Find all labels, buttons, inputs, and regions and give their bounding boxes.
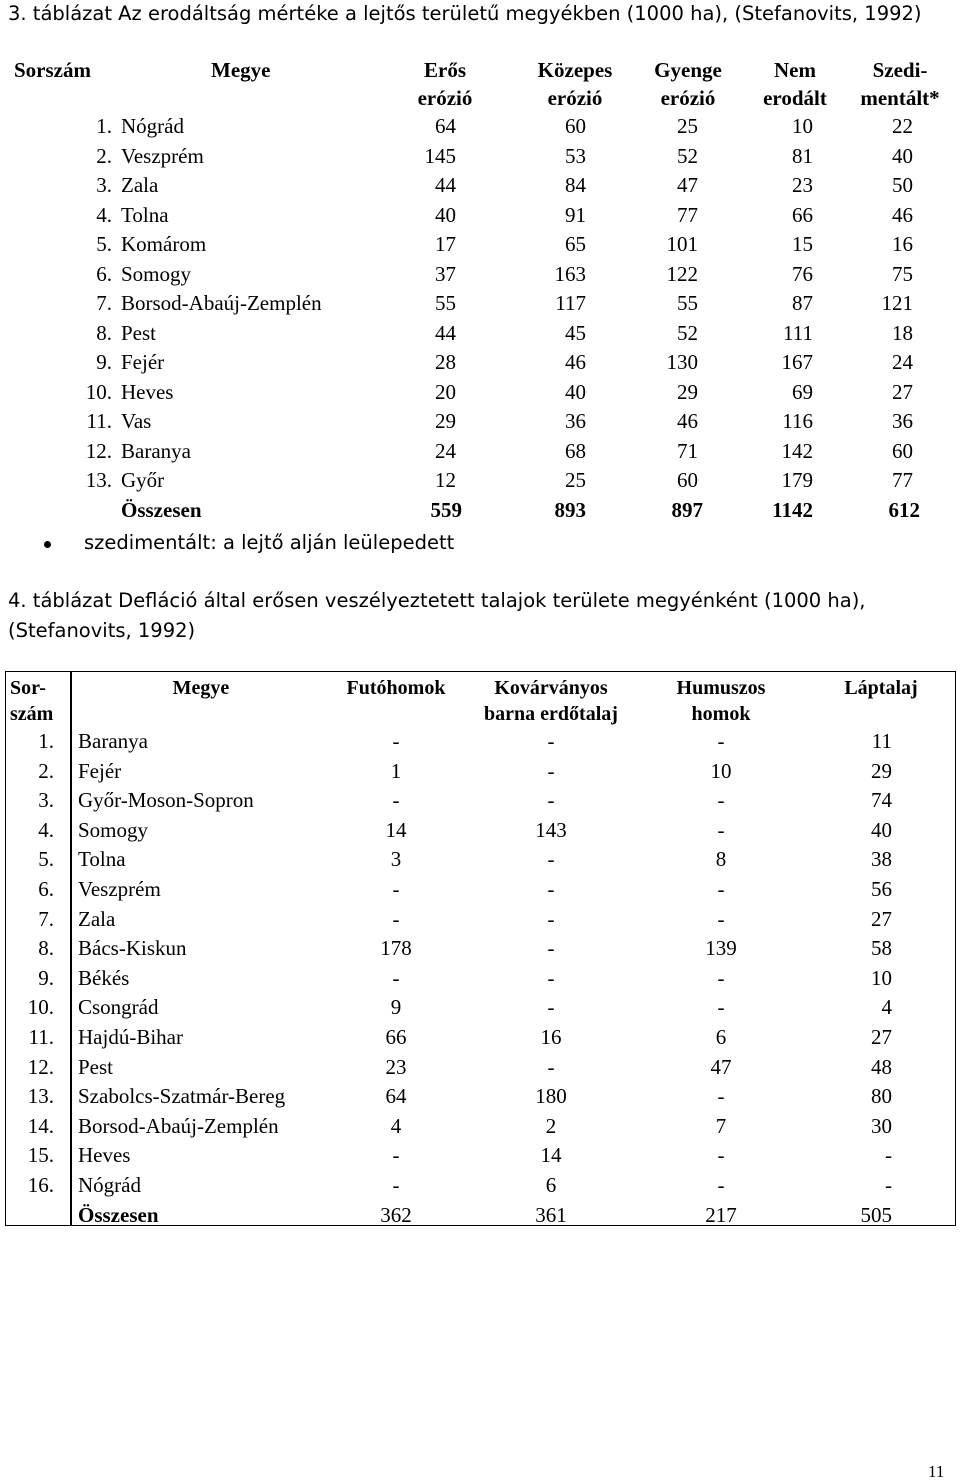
row-number: 13. xyxy=(85,468,112,492)
row-county: Tolna xyxy=(78,847,126,872)
row-none: 23 xyxy=(792,173,813,197)
row-number: 8. xyxy=(38,936,54,961)
table-row xyxy=(0,378,950,408)
table-row xyxy=(0,260,950,290)
total-kovarvanyos: 361 xyxy=(535,1202,567,1227)
row-county: Borsod-Abaúj-Zemplén xyxy=(78,1113,279,1138)
header-gyenge-2: erózió xyxy=(660,86,716,110)
row-humuszos: - xyxy=(717,1143,725,1168)
header-sor: Sor- xyxy=(10,677,46,699)
row-number: 4. xyxy=(96,202,112,227)
row-sediment: 24 xyxy=(892,350,913,374)
row-number: 11. xyxy=(86,409,112,433)
row-county: Heves xyxy=(121,379,174,404)
row-strong: 29 xyxy=(435,409,456,433)
table-row xyxy=(6,845,955,875)
row-number: 6. xyxy=(96,261,112,286)
row-sediment: 40 xyxy=(892,143,913,168)
row-weak: 29 xyxy=(677,379,698,404)
row-medium: 68 xyxy=(565,438,586,463)
row-county: Hajdú-Bihar xyxy=(78,1024,183,1049)
bullet-icon xyxy=(44,541,51,548)
row-number: 4. xyxy=(38,817,54,842)
table-row xyxy=(6,875,955,905)
row-county: Somogy xyxy=(78,817,149,842)
row-humuszos: - xyxy=(717,1084,725,1109)
row-humuszos: - xyxy=(717,965,725,990)
row-strong: 12 xyxy=(435,468,456,492)
table-row xyxy=(6,964,955,994)
row-humuszos: 7 xyxy=(715,1113,727,1138)
row-county: Győr xyxy=(121,468,165,492)
row-sediment: 121 xyxy=(881,291,913,315)
row-laptalaj: 11 xyxy=(871,729,892,753)
row-county: Pest xyxy=(78,1054,114,1079)
table-row xyxy=(0,289,950,319)
table4 xyxy=(5,671,956,1226)
row-humuszos: - xyxy=(717,729,725,753)
row-weak: 25 xyxy=(677,114,698,138)
row-none: 69 xyxy=(792,379,813,404)
row-humuszos: - xyxy=(717,995,725,1020)
row-laptalaj: 74 xyxy=(871,788,892,813)
table-row xyxy=(6,905,955,935)
row-kovarvanyos: 2 xyxy=(545,1113,557,1138)
row-number: 3. xyxy=(38,788,54,813)
row-kovarvanyos: - xyxy=(547,758,555,783)
row-weak: 130 xyxy=(666,350,698,374)
table-row xyxy=(0,437,950,467)
table3-caption: 3. táblázat Az erodáltság mértéke a lejtős területű megyékben (1000 ha), (Stefanovits, 1992) xyxy=(8,2,922,25)
row-county: Nógrád xyxy=(121,114,184,138)
total-strong: 559 xyxy=(430,497,462,522)
row-laptalaj: 56 xyxy=(871,876,892,901)
row-medium: 60 xyxy=(565,114,586,138)
row-weak: 71 xyxy=(677,438,698,463)
total-medium: 893 xyxy=(554,497,586,522)
table-row xyxy=(6,1023,955,1053)
row-sediment: 60 xyxy=(892,438,913,463)
header-kozepes-1: Közepes xyxy=(537,58,613,82)
row-laptalaj: 30 xyxy=(871,1113,892,1138)
row-sediment: 18 xyxy=(892,320,913,345)
table4-caption xyxy=(8,586,866,646)
row-laptalaj: 80 xyxy=(871,1084,892,1109)
row-weak: 46 xyxy=(677,409,698,433)
header-szam: szám xyxy=(10,703,54,725)
header-futohomok: Futóhomok xyxy=(346,677,446,699)
row-number: 12. xyxy=(27,1054,54,1079)
table-row xyxy=(6,1053,955,1083)
row-kovarvanyos: - xyxy=(547,788,555,813)
row-county: Baranya xyxy=(121,438,191,463)
header-megye: Megye xyxy=(172,677,230,699)
row-futohomok: 9 xyxy=(390,995,402,1020)
row-number: 2. xyxy=(96,143,112,168)
row-county: Fejér xyxy=(78,758,122,783)
table4-header xyxy=(6,672,955,728)
row-strong: 44 xyxy=(435,173,456,197)
row-number: 3. xyxy=(96,173,112,197)
row-none: 81 xyxy=(792,143,813,168)
row-kovarvanyos: - xyxy=(547,847,555,872)
row-laptalaj: 27 xyxy=(871,906,892,931)
row-number: 14. xyxy=(27,1113,54,1138)
table4-caption-line2: (Stefanovits, 1992) xyxy=(8,619,196,642)
row-weak: 47 xyxy=(677,173,698,197)
row-strong: 37 xyxy=(435,261,456,286)
row-county: Tolna xyxy=(121,202,169,227)
row-humuszos: - xyxy=(717,876,725,901)
row-sediment: 16 xyxy=(892,232,913,256)
row-humuszos: 6 xyxy=(715,1024,727,1049)
row-medium: 91 xyxy=(565,202,586,227)
row-number: 8. xyxy=(96,320,112,345)
row-number: 7. xyxy=(38,906,54,931)
row-number: 5. xyxy=(38,847,54,872)
row-weak: 52 xyxy=(677,320,698,345)
row-strong: 145 xyxy=(424,143,456,168)
row-medium: 46 xyxy=(565,350,586,374)
row-county: Szabolcs-Szatmár-Bereg xyxy=(78,1084,286,1109)
row-medium: 40 xyxy=(565,379,586,404)
row-laptalaj: - xyxy=(885,1172,892,1197)
row-none: 111 xyxy=(783,320,813,345)
table4-total-row xyxy=(6,1201,955,1231)
row-medium: 45 xyxy=(565,320,586,345)
table3-header xyxy=(0,53,950,112)
row-laptalaj: 58 xyxy=(871,936,892,961)
header-humuszos-1: Humuszos xyxy=(676,677,766,699)
row-number: 16. xyxy=(27,1172,54,1197)
row-kovarvanyos: - xyxy=(547,876,555,901)
row-laptalaj: 10 xyxy=(871,965,892,990)
header-laptalaj: Láptalaj xyxy=(844,677,918,699)
row-kovarvanyos: - xyxy=(547,729,555,753)
row-number: 1. xyxy=(38,729,54,753)
row-number: 9. xyxy=(96,350,112,374)
row-futohomok: 23 xyxy=(385,1054,407,1079)
table-row xyxy=(0,142,950,172)
row-humuszos: 10 xyxy=(710,758,732,783)
table-row xyxy=(6,1171,955,1201)
header-megye: Megye xyxy=(211,58,271,82)
total-laptalaj: 505 xyxy=(860,1202,892,1227)
header-szedimentalt-2: mentált* xyxy=(860,86,940,110)
row-none: 167 xyxy=(781,350,813,374)
row-county: Békés xyxy=(78,965,130,990)
row-strong: 64 xyxy=(435,114,456,138)
table-row xyxy=(6,1112,955,1142)
row-sediment: 50 xyxy=(892,173,913,197)
row-laptalaj: 40 xyxy=(871,817,892,842)
header-szedimentalt-1: Szedi- xyxy=(872,58,928,82)
row-medium: 25 xyxy=(565,468,586,492)
row-county: Vas xyxy=(121,409,152,433)
row-county: Veszprém xyxy=(121,143,204,168)
table-row xyxy=(0,466,950,496)
row-kovarvanyos: - xyxy=(547,995,555,1020)
row-number: 10. xyxy=(85,379,112,404)
row-kovarvanyos: 143 xyxy=(535,817,567,842)
table-row xyxy=(0,112,950,142)
header-gyenge-1: Gyenge xyxy=(654,58,722,82)
row-number: 10. xyxy=(27,995,54,1020)
row-laptalaj: 48 xyxy=(871,1054,892,1079)
row-medium: 36 xyxy=(565,409,586,433)
row-futohomok: 4 xyxy=(390,1113,402,1138)
row-county: Nógrád xyxy=(78,1172,141,1197)
row-county: Somogy xyxy=(121,261,192,286)
row-sediment: 36 xyxy=(892,409,913,433)
row-weak: 101 xyxy=(666,232,698,256)
table-row xyxy=(6,934,955,964)
row-humuszos: - xyxy=(717,906,725,931)
table-row xyxy=(6,757,955,787)
row-weak: 77 xyxy=(677,202,698,227)
total-sediment: 612 xyxy=(888,497,920,522)
row-county: Pest xyxy=(121,320,157,345)
row-number: 15. xyxy=(27,1143,54,1168)
table4-body xyxy=(6,727,955,1230)
row-kovarvanyos: - xyxy=(547,936,555,961)
table-row xyxy=(6,786,955,816)
row-futohomok: - xyxy=(392,876,400,901)
row-futohomok: 66 xyxy=(385,1024,407,1049)
row-county: Fejér xyxy=(121,350,165,374)
total-futohomok: 362 xyxy=(380,1202,412,1227)
row-none: 116 xyxy=(782,409,813,433)
row-county: Heves xyxy=(78,1143,131,1168)
row-sediment: 75 xyxy=(892,261,913,286)
row-strong: 44 xyxy=(435,320,456,345)
row-county: Zala xyxy=(121,173,159,197)
total-none: 1142 xyxy=(772,497,813,522)
row-kovarvanyos: - xyxy=(547,965,555,990)
table-row xyxy=(0,407,950,437)
row-laptalaj: 38 xyxy=(871,847,892,872)
table-row xyxy=(6,1082,955,1112)
row-futohomok: - xyxy=(392,1143,400,1168)
row-strong: 17 xyxy=(435,232,456,256)
row-number: 5. xyxy=(96,232,112,256)
table-row xyxy=(0,319,950,349)
row-humuszos: 8 xyxy=(715,847,727,872)
row-medium: 53 xyxy=(565,143,586,168)
row-number: 12. xyxy=(85,438,112,463)
row-futohomok: 3 xyxy=(390,847,402,872)
header-kovarvanyos-2: barna erdőtalaj xyxy=(484,703,618,725)
row-laptalaj: - xyxy=(885,1143,892,1168)
row-futohomok: - xyxy=(392,1172,400,1197)
row-futohomok: - xyxy=(392,906,400,931)
row-strong: 55 xyxy=(435,291,456,315)
row-humuszos: - xyxy=(717,1172,725,1197)
row-weak: 52 xyxy=(677,143,698,168)
header-sorszam: Sorszám xyxy=(14,58,91,82)
table-row xyxy=(6,1141,955,1171)
table3 xyxy=(0,53,950,525)
row-number: 7. xyxy=(96,291,112,315)
row-county: Csongrád xyxy=(78,995,159,1020)
row-humuszos: 139 xyxy=(705,936,737,961)
row-futohomok: - xyxy=(392,729,400,753)
row-futohomok: 1 xyxy=(390,758,402,783)
table4-caption-line1: 4. táblázat Defláció által erősen veszélyeztetett talajok területe megyénként (1000 ha), xyxy=(8,589,866,612)
row-kovarvanyos: 180 xyxy=(535,1084,567,1109)
row-kovarvanyos: 6 xyxy=(545,1172,557,1197)
row-sediment: 77 xyxy=(892,468,913,492)
row-kovarvanyos: - xyxy=(547,1054,555,1079)
row-sediment: 46 xyxy=(892,202,913,227)
table3-total-row xyxy=(0,496,950,526)
row-medium: 84 xyxy=(565,173,586,197)
row-number: 6. xyxy=(38,876,54,901)
row-county: Baranya xyxy=(78,729,148,753)
row-number: 1. xyxy=(96,114,112,138)
row-sediment: 27 xyxy=(892,379,913,404)
header-nem-erodalt-1: Nem xyxy=(774,58,816,82)
row-futohomok: 64 xyxy=(385,1084,407,1109)
table-row xyxy=(6,993,955,1023)
total-label: Összesen xyxy=(78,1202,159,1227)
table-row xyxy=(0,348,950,378)
row-kovarvanyos: - xyxy=(547,906,555,931)
row-medium: 65 xyxy=(565,232,586,256)
row-county: Komárom xyxy=(121,232,207,256)
table3-body xyxy=(0,112,950,496)
row-none: 76 xyxy=(792,261,813,286)
row-number: 9. xyxy=(38,965,54,990)
row-none: 15 xyxy=(792,232,813,256)
row-number: 13. xyxy=(27,1084,54,1109)
header-humuszos-2: homok xyxy=(691,703,751,725)
row-none: 142 xyxy=(781,438,813,463)
table-row xyxy=(0,230,950,260)
row-futohomok: 178 xyxy=(380,936,412,961)
row-strong: 40 xyxy=(435,202,456,227)
row-county: Zala xyxy=(78,906,116,931)
table-row xyxy=(6,727,955,757)
row-sediment: 22 xyxy=(892,114,913,138)
row-county: Borsod-Abaúj-Zemplén xyxy=(121,291,322,315)
row-number: 11. xyxy=(28,1024,54,1049)
row-kovarvanyos: 16 xyxy=(540,1024,562,1049)
row-futohomok: - xyxy=(392,788,400,813)
table-row xyxy=(0,171,950,201)
row-medium: 117 xyxy=(555,291,586,315)
row-county: Győr-Moson-Sopron xyxy=(78,788,254,813)
row-kovarvanyos: 14 xyxy=(540,1143,562,1168)
header-kozepes-2: erózió xyxy=(547,86,603,110)
row-strong: 24 xyxy=(435,438,456,463)
row-futohomok: 14 xyxy=(385,817,407,842)
header-nem-erodalt-2: erodált xyxy=(763,86,827,110)
total-weak: 897 xyxy=(671,497,703,522)
row-medium: 163 xyxy=(554,261,586,286)
page-number: 11 xyxy=(928,1462,945,1481)
header-eros-1: Erős xyxy=(424,58,466,82)
row-number: 2. xyxy=(38,758,54,783)
row-laptalaj: 4 xyxy=(881,995,892,1020)
row-none: 10 xyxy=(792,114,813,138)
row-laptalaj: 27 xyxy=(871,1024,892,1049)
row-county: Veszprém xyxy=(78,876,161,901)
row-none: 87 xyxy=(792,291,813,315)
row-strong: 28 xyxy=(435,350,456,374)
footnote-text: szedimentált: a lejtő alján leülepedett xyxy=(84,531,455,554)
row-humuszos: - xyxy=(717,817,725,842)
row-none: 179 xyxy=(781,468,813,492)
row-weak: 55 xyxy=(677,291,698,315)
row-strong: 20 xyxy=(435,379,456,404)
row-weak: 60 xyxy=(677,468,698,492)
row-futohomok: - xyxy=(392,965,400,990)
header-eros-2: erózió xyxy=(417,86,473,110)
total-label: Összesen xyxy=(121,497,202,522)
table-row xyxy=(6,816,955,846)
total-humuszos: 217 xyxy=(705,1202,737,1227)
header-kovarvanyos-1: Kovárványos xyxy=(494,677,608,699)
row-weak: 122 xyxy=(666,261,698,286)
row-laptalaj: 29 xyxy=(871,758,892,783)
row-county: Bács-Kiskun xyxy=(78,936,187,961)
table-row xyxy=(0,201,950,231)
row-none: 66 xyxy=(792,202,813,227)
row-humuszos: 47 xyxy=(710,1054,732,1079)
row-humuszos: - xyxy=(717,788,725,813)
